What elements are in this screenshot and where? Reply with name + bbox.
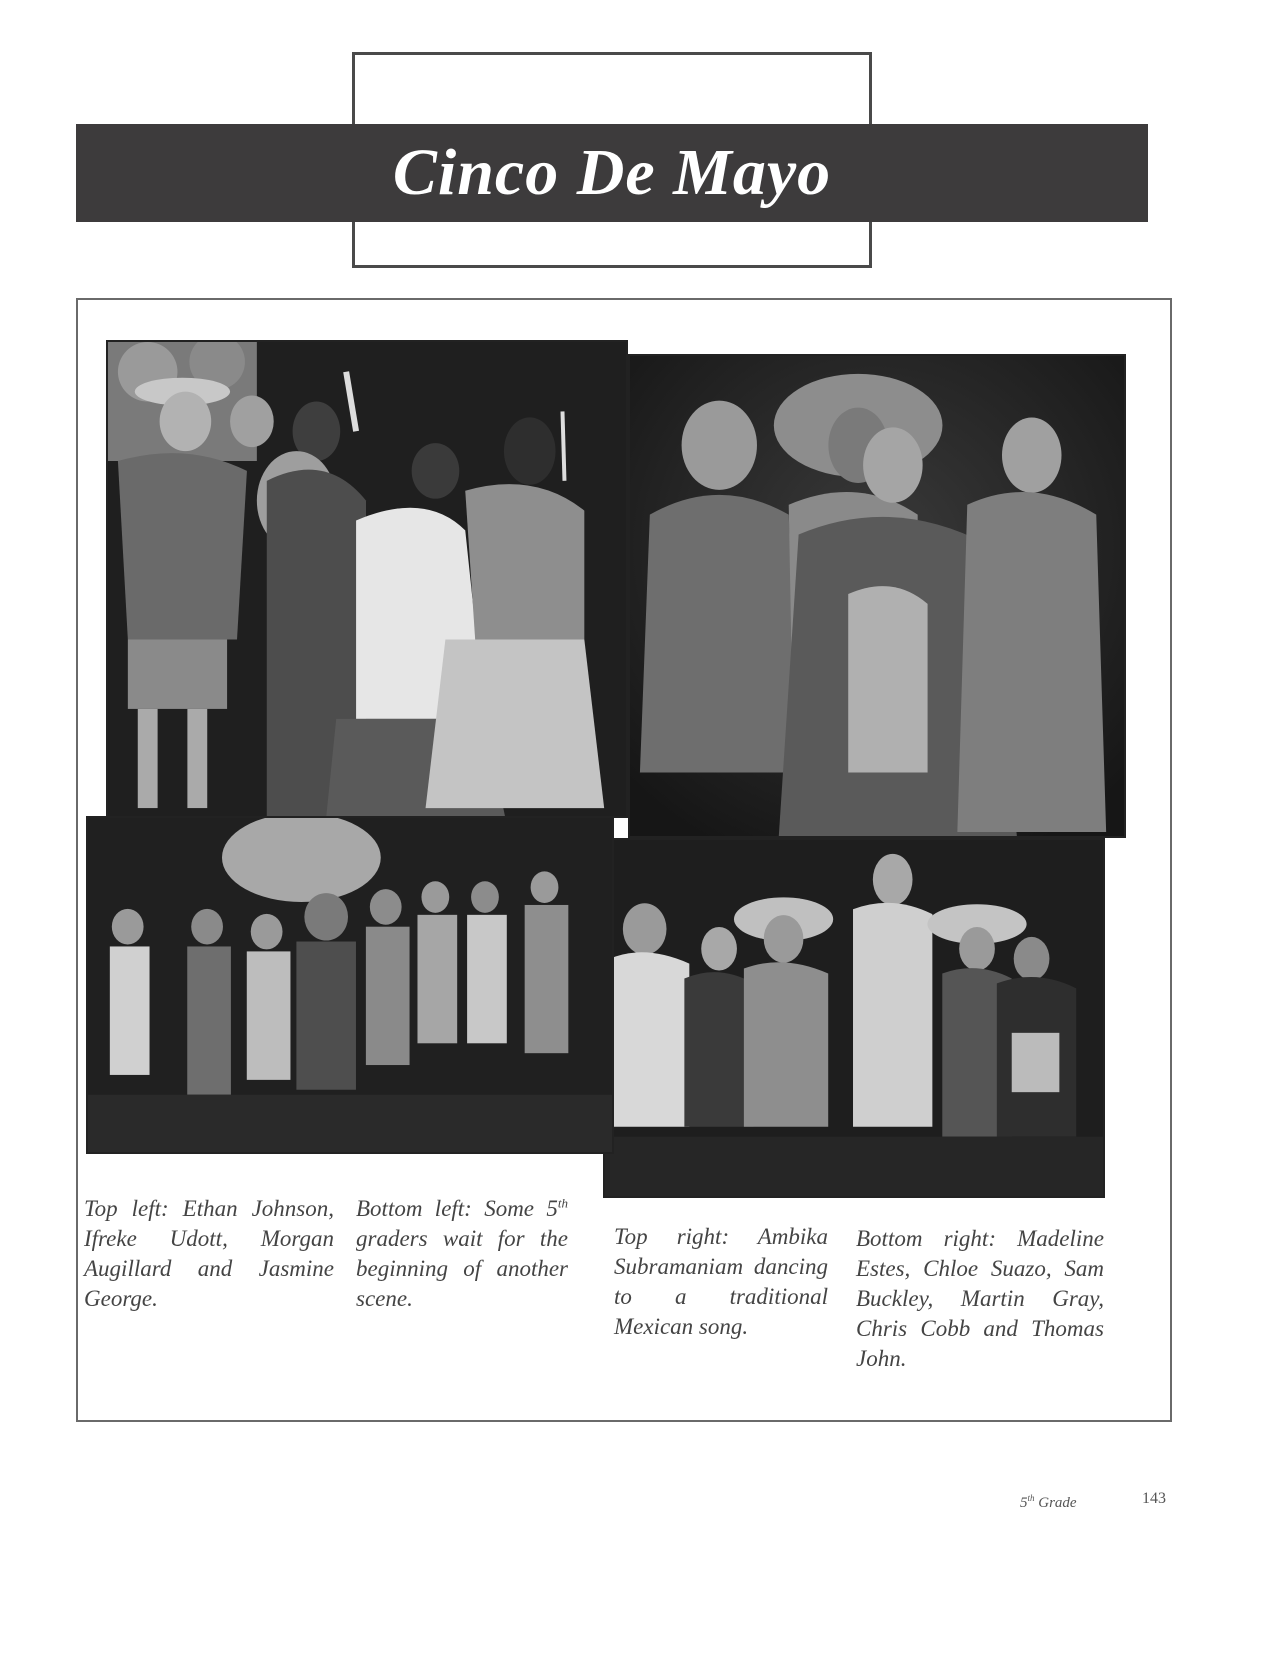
- photo-bottom-left-image: [88, 818, 612, 1152]
- footer-grade: [1020, 1493, 1077, 1512]
- page-number: 143: [1142, 1490, 1166, 1507]
- caption-bottom-left: [356, 1194, 568, 1314]
- photo-bottom-right-image: [605, 840, 1103, 1196]
- photo-top-right-image: [630, 356, 1124, 836]
- footer-grade-sup: th: [1027, 1493, 1035, 1503]
- caption-top-right: Top right: Ambika Subramaniam dancing to a traditional Mexican song.: [614, 1224, 828, 1339]
- photo-bottom-left: [86, 816, 614, 1154]
- photo-top-right: [628, 354, 1126, 838]
- caption-top-left: Top left: Ethan Johnson, Ifreke Udott, Morgan Augillard and Jasmine George.: [84, 1196, 334, 1311]
- footer-grade-suffix: Grade: [1034, 1495, 1077, 1511]
- footer-grade-prefix: 5: [1020, 1495, 1028, 1511]
- photo-bottom-right: [603, 838, 1105, 1198]
- caption-bottom-left-prefix: Bottom left: Some 5: [356, 1196, 558, 1221]
- photo-top-left-image: [108, 342, 626, 816]
- caption-bottom-right: Bottom right: Madeline Estes, Chloe Suazo, Sam Buckley, Martin Gray, Chris Cobb and Thomas John.: [856, 1226, 1104, 1371]
- caption-bottom-left-suffix: graders wait for the beginning of another scene.: [356, 1226, 568, 1311]
- photo-top-left: [106, 340, 628, 818]
- caption-bottom-left-sup: th: [557, 1195, 568, 1211]
- page-title: Cinco De Mayo: [392, 136, 832, 209]
